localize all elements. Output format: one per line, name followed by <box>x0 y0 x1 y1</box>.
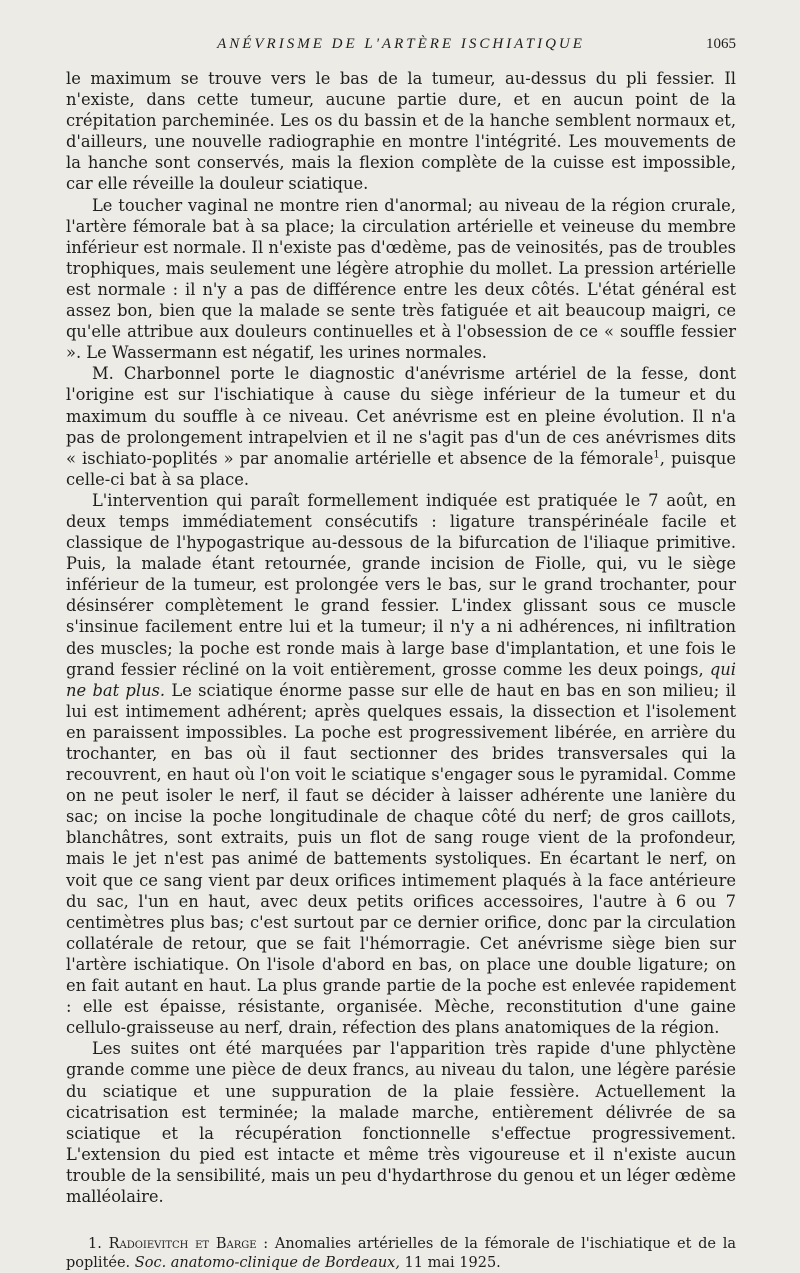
paragraph-text: , puisque celle-ci bat à sa place. <box>66 448 736 489</box>
paragraph: Le toucher vaginal ne montre rien d'anormal; au niveau de la région crurale, l'artère fémorale bat à sa place; la circulation artérielle et veineuse du membre inférieur est normale. Il n'existe pas d'œdème, pas de veinosités, pas de troubles trophiques, mais seulement une légère atrophie du mollet. La pression artérielle est normale : il n'y a pas de différence entre les deux côtés. L'état général est assez bon, bien que la malade se sente très fatiguée et ait beaucoup maigri, ce qu'elle attribue aux douleurs continuelles et à l'obsession de ce « souffle fessier ». Le Wassermann est négatif, les urines normales. <box>66 195 736 363</box>
footnote <box>66 1235 736 1273</box>
paragraph: le maximum se trouve vers le bas de la tumeur, au-dessus du pli fessier. Il n'existe, dans cette tumeur, aucune partie dure, et en aucun point de la crépitation parcheminée. Les os du bassin et de la hanche semblent normaux et, d'ailleurs, une nouvelle radiographie en montre l'intégrité. Les mouvements de la hanche sont conservés, mais la flexion complète de la cuisse est impossible, car elle réveille la douleur sciatique. <box>66 69 736 194</box>
paragraph <box>66 490 736 1038</box>
running-title: ANÉVRISME DE L'ARTÈRE ISCHIATIQUE <box>217 36 585 52</box>
footnote-text: : Anomalies artérielles de la fémorale de l'ischiatique et de la poplitée. <box>66 1236 736 1272</box>
footnote-journal: Soc. anatomo-clinique de Bordeaux, <box>134 1255 400 1272</box>
paragraph: Les suites ont été marquées par l'apparition très rapide d'une phlyctène grande comme une pièce de deux francs, au niveau du talon, une légère parésie du sciatique et une suppuration de la plaie fessière. Actuellement la cicatrisation est terminée; la malade marche, entièrement délivrée de sa sciatique et la récupération fonctionnelle s'effectue progressivement. L'extension du pied est intacte et même très vigoureuse et il n'existe aucun trouble de la sensibilité, mais un peu d'hydarthrose du genou et un léger œdème malléolaire. <box>66 1039 736 1206</box>
footnote-date: 11 mai 1925. <box>399 1255 501 1272</box>
footnote-authors: Radoievitch et Barge <box>108 1236 257 1253</box>
footnote-number: 1. <box>88 1236 102 1253</box>
page-number: 1065 <box>706 36 736 52</box>
paragraph-text: M. Charbonnel porte le diagnostic d'anévrisme artériel de la fesse, dont l'origine est sur l'ischiatique à cause du siège inférieur de la tumeur et du maximum du souffle à ce niveau. Cet anévrisme est en pleine évolution. Il n'a pas de prolongement intrapelvien et il ne s'agit pas d'un de ces anévrismes dits « ischiato-poplités » par anomalie artérielle et absence de la fémorale <box>66 364 736 468</box>
italic-text: qui ne bat plus. <box>66 659 736 700</box>
paragraph-text: Le sciatique énorme passe sur elle de haut en bas en son milieu; il lui est intimement adhérent; après quelques essais, la dissection et l'isolement en paraissent impossibles. La poche est progressivement libérée, en arrière du trochanter, en bas où il faut sectionner des brides transversales qui la recouvrent, en haut où l'on voit le sciatique s'engager sous le pyramidal. Comme on ne peut isoler le nerf, il faut se décider à laisser adhérente une lanière du sac; on incise la poche longitudinale de chaque côté du nerf; de gros caillots, blanchâtres, sont extraits, puis un flot de sang rouge vient de la profondeur, mais le jet n'est pas animé de battements systoliques. En écartant le nerf, on voit que ce sang vient par deux orifices intimement plaqués à la face antérieure du sac, l'un en haut, avec deux petits orifices accessoires, l'autre à 6 ou 7 centimètres plus bas; c'est surtout par ce dernier orifice, donc par la circulation collatérale de retour, que se fait l'hémorragie. Cet anévrisme siège bien sur l'artère ischiatique. On l'isole d'abord en bas, on place une double ligature; on en fait autant en haut. La plus grande partie de la poche est enlevée rapidement : elle est épaisse, résistante, organisée. Mèche, reconstitution d'une gaine cellulo-graisseuse au nerf, drain, réfection des plans anatomiques de la région. <box>66 680 737 1038</box>
paragraph <box>66 363 736 490</box>
page-header <box>66 30 736 56</box>
paragraph-text: L'intervention qui paraît formellement indiquée est pratiquée le 7 août, en deux temps immédiatement consécutifs : ligature transpérinéale facile et classique de l'hypogastrique au-dessous de la bifurcation de l'iliaque primitive. Puis, la malade étant retournée, grande incision de Fiolle, qui, vu le siège inférieur de la tumeur, est prolongée vers le bas, sur le grand trochanter, pour désinsérer complètement le grand fessier. L'index glissant sous ce muscle s'insinue facilement entre lui et la tumeur; il n'y a ni adhérences, ni infiltration des muscles; la poche est ronde mais à large base d'implantation, et une fois le grand fessier récliné on la voit entièrement, grosse comme les deux poings, <box>66 490 736 679</box>
article-body <box>66 68 736 1207</box>
footnote-reference: 1 <box>653 449 660 461</box>
